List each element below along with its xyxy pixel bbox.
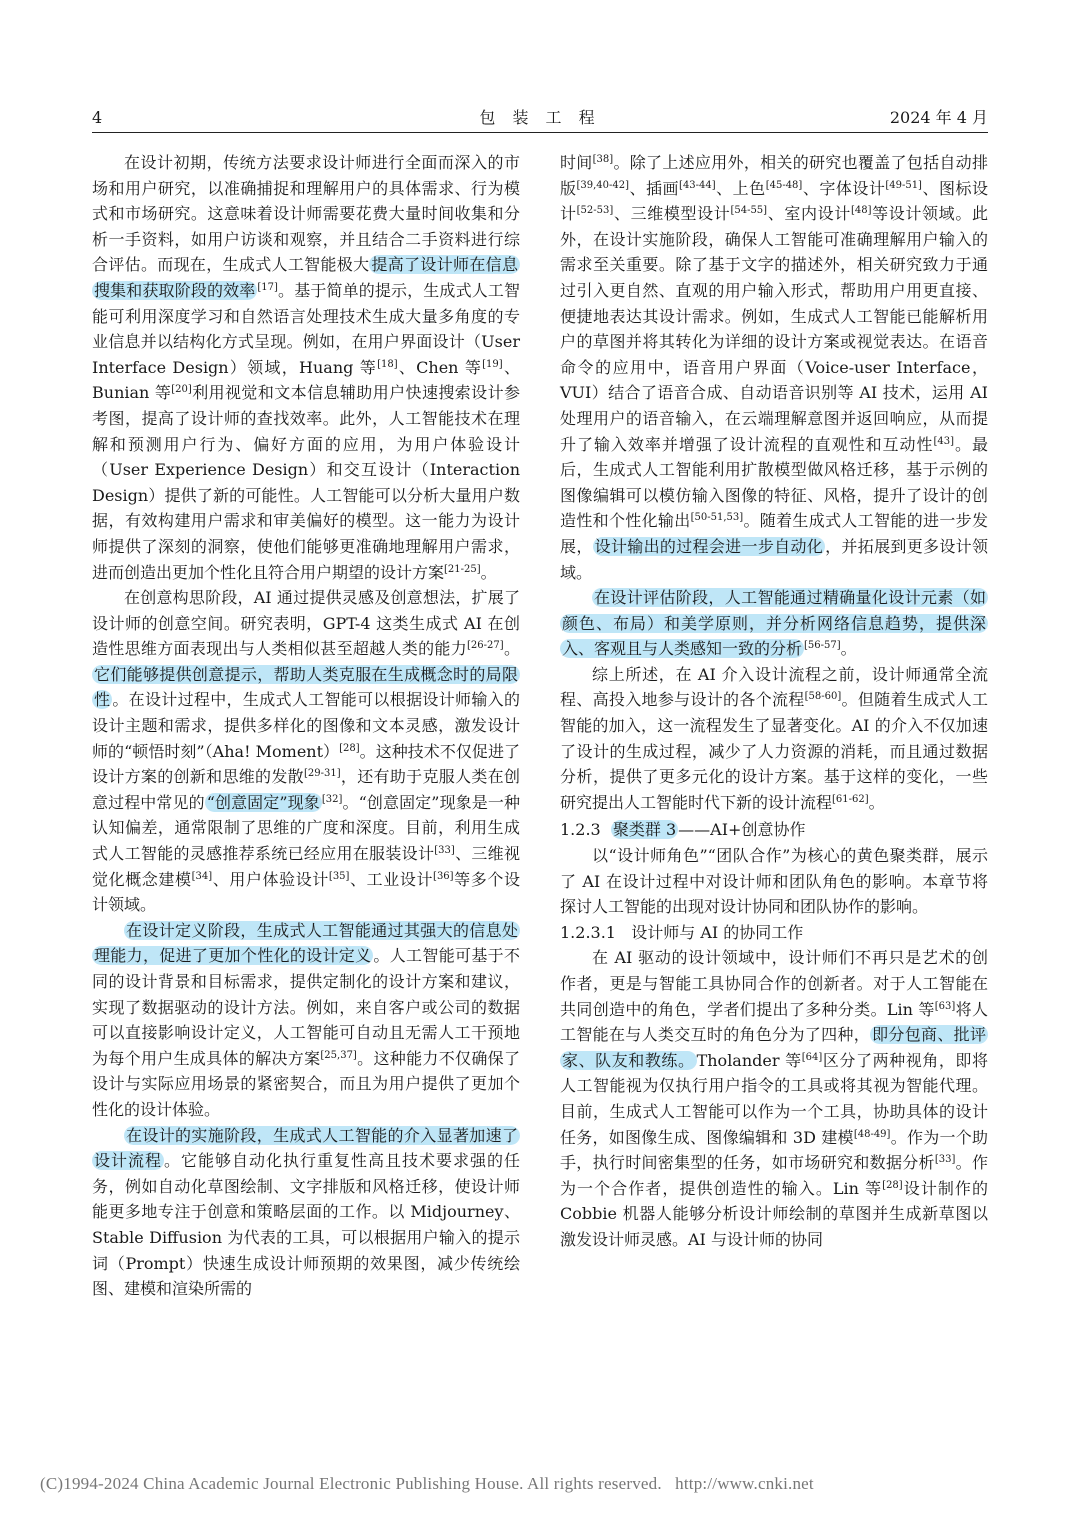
citation: [19] bbox=[482, 358, 503, 370]
citation: [54-55] bbox=[730, 205, 768, 217]
citation: [25,37] bbox=[320, 1049, 357, 1061]
copyright-footer bbox=[40, 1474, 1040, 1494]
citation: [17] bbox=[257, 281, 278, 293]
right-column bbox=[560, 150, 988, 1253]
citation: [45-48] bbox=[765, 179, 803, 191]
issue-date: 2024 年 4 月 bbox=[889, 108, 988, 127]
citation: [43-44] bbox=[679, 179, 716, 191]
highlight: “创意固定”现象 bbox=[206, 792, 320, 812]
citation: [21-25] bbox=[444, 563, 481, 575]
subsection-title: 设计师与 AI 的协同工作 bbox=[631, 922, 804, 942]
citation: [32] bbox=[321, 793, 343, 805]
highlight: 它们能够提供创意提示，帮助人类克服在生成概念时的局限性 bbox=[94, 664, 518, 710]
citation: [52-53] bbox=[576, 205, 614, 217]
left-column bbox=[92, 150, 520, 1302]
highlight: 在设计评估阶段，人工智能通过精确量化设计元素（如颜色、布局）和美学原则，并分析网络信息趋势，提供深入、客观且与人类感知一致的分析 bbox=[562, 588, 986, 659]
citation: [49-51] bbox=[885, 179, 922, 191]
citation: [50-51,53] bbox=[690, 512, 744, 524]
citation: [34] bbox=[191, 870, 213, 882]
highlight: 即分包商、批评家、队友和教练。 bbox=[562, 1025, 986, 1070]
paragraph: 综上所述，在 AI 介入设计流程之前，设计师通常全流程、高投入地参与设计的各个流程[58-60]。但随着生成式人工智能的加入，这一流程发生了显著变化。AI 的介入不仅加速了设计的生成过程，减少了人力资源的消耗，而且通过数据分析，提供了更多元化的设计方案。基于这样的变化，一些研究提出人工智能时代下新的设计流程[61-62]。 bbox=[560, 664, 988, 812]
highlight: 在设计的实施阶段，生成式人工智能的介入显著加速了设计流程 bbox=[94, 1125, 518, 1171]
journal-title: 包 装 工 程 bbox=[479, 108, 601, 127]
citation: [20] bbox=[171, 384, 192, 396]
citation: [18] bbox=[377, 358, 398, 370]
citation: [43] bbox=[933, 435, 955, 447]
citation: [33] bbox=[934, 1154, 956, 1166]
highlight: 设计输出的过程会进一步自动化 bbox=[594, 536, 824, 556]
paragraph: 在设计的实施阶段，生成式人工智能的介入显著加速了设计流程 。它能够自动化执行重复性高且技术要求强的任务，例如自动化草图绘制、文字排版和风格迁移，使设计师能更多地专注于创意和策略层面的工作。以 Midjourney、Stable Diffusion 为代表的工具，可以根据用户输入的提示词（Prompt）快速生成设计师预期的效果图，减少传统绘图、建模和渲染所需的 bbox=[92, 1125, 520, 1299]
citation: [28] bbox=[339, 742, 360, 754]
paragraph: 在设计评估阶段，人工智能通过精确量化设计元素（如颜色、布局）和美学原则，并分析网络信息趋势，提供深入、客观且与人类感知一致的分析 [56-57]。 bbox=[562, 588, 986, 659]
citation: [48] bbox=[850, 205, 872, 217]
citation: [63] bbox=[934, 1000, 956, 1012]
section-heading: 1.2.3 聚类群 3 ——AI+创意协作 bbox=[560, 820, 806, 840]
citation: [29-31] bbox=[303, 768, 341, 780]
page-header bbox=[92, 104, 988, 133]
subsection-heading bbox=[560, 920, 988, 946]
citation: [56-57] bbox=[804, 640, 841, 652]
citation: [48-49] bbox=[853, 1128, 891, 1140]
citation: [64] bbox=[801, 1051, 823, 1063]
paragraph: 在创意构思阶段，AI 通过提供灵感及创意想法，扩展了设计师的创意空间。研究表明，GPT-4 这类生成式 AI 在创造性思维方面表现出与人类相似甚至超越人类的能力[26-27]。它们能够提供创意提示，帮助人类克服在生成概念时的局限性 。在设计过程中，生成式人工智能可以根据设计师输入的设计主题和需求，提供多样化的图像和文本灵感，激发设计师的“顿悟时刻”（Aha! Moment）[28]。这种技术不仅促进了设计方案的创新和思维的发散[29-31]，还有助于克服人类在创意过程中常见的 “创意固定”现象 [32]。“创意固定”现象是一种认知偏差，通常限制了思维的广度和深度。目前，利用生成式人工智能的灵感推荐系统已经应用在服装设计[33]、三维视觉化概念建模[34]、用户体验设计[35]、工业设计[36]等多个设计领域。 bbox=[92, 588, 520, 915]
subsection-number: 1.2.3.1 bbox=[560, 922, 616, 942]
paragraph: 时间[38]。除了上述应用外，相关的研究也覆盖了包括自动排版[39,40-42]、插画[43-44]、上色[45-48]、字体设计[49-51]、图标设计[52-53]、三维模型设计[54-55]、室内设计[48]等设计领域。此外，在设计实施阶段，确保人工智能可准确理解用户输入的需求至关重要。除了基于文字的描述外，相关研究致力于通过引入更自然、直观的用户输入形式，帮助用户用更直接、便捷地表达其设计需求。例如，生成式人工智能已能解析用户的草图并将其转化为详细的设计方案或视觉表达。在语音命令的应用中，语音用户界面（Voice-user Interface，VUI）结合了语音合成、自动语音识别等 AI 技术，运用 AI 处理用户的语音输入，在云端理解意图并返回响应，从而提升了输入效率并增强了设计流程的直观性和互动性[43]。最后，生成式人工智能利用扩散模型做风格迁移，基于示例的图像编辑可以模仿输入图像的特征、风格，提升了设计的创造性和个性化输出[50-51,53]。随着生成式人工智能的进一步发展， 设计输出的过程会进一步自动化 ，并拓展到更多设计领域。 bbox=[560, 153, 988, 582]
citation: [26-27] bbox=[467, 640, 504, 652]
citation: [38] bbox=[592, 154, 614, 165]
citation: [36] bbox=[433, 870, 454, 882]
copyright-text: (C)1994-2024 China Academic Journal Electronic Publishing House. All rights reserved. bbox=[40, 1474, 662, 1493]
page-number: 4 bbox=[92, 108, 103, 127]
highlight: 提高了设计师在信息搜集和获取阶段的效率 bbox=[94, 255, 518, 300]
paragraph: 在 AI 驱动的设计领域中，设计师们不再只是艺术的创作者，更是与智能工具协同合作的创新者。对于人工智能在共同创造中的角色，学者们提出了多种分类。Lin 等[63]将人工智能在与人类交互时的角色分为了四种， 即分包商、批评家、队友和教练。 Tholander 等[64]区分了两种视角，即将人工智能视为仅执行用户指令的工具或将其视为智能代理。目前，生成式人工智能可以作为一个工具，协助具体的设计任务，如图像生成、图像编辑和 3D 建模[48-49]。作为一个助手，执行时间密集型的任务，如市场研究和数据分析[33]。作为一个合作者，提供创造性的输入。Lin 等[28]设计制作的 Cobbie 机器人能够分析设计师绘制的草图并生成新草图以激发设计师灵感。AI 与设计师的协同 bbox=[560, 948, 988, 1249]
citation: [58-60] bbox=[804, 691, 842, 703]
citation: [39,40-42] bbox=[576, 179, 630, 191]
section-number: 1.2.3 bbox=[560, 820, 601, 840]
footer-url: http://www.cnki.net bbox=[675, 1474, 814, 1493]
paragraph: 在设计定义阶段，生成式人工智能通过其强大的信息处理能力，促进了更加个性化的设计定义 。人工智能可基于不同的设计背景和目标需求，提供定制化的设计方案和建议，实现了数据驱动的设计方法。例如，来自客户或公司的数据可以直接影响设计定义，人工智能可自动且无需人工干预地为每个用户生成具体的解决方案[25,37]。这种能力不仅确保了设计与实际应用场景的紧密契合，而且为用户提供了更加个性化的设计体验。 bbox=[92, 920, 520, 1119]
paragraph: 以“设计师角色”“团队合作”为核心的黄色聚类群，展示了 AI 在设计过程中对设计师和团队角色的影响。本章节将探讨人工智能的出现对设计协同和团队协作的影响。 bbox=[560, 846, 988, 917]
citation: [33] bbox=[434, 845, 455, 857]
citation: [35] bbox=[328, 870, 350, 882]
paragraph: 在设计初期，传统方法要求设计师进行全面而深入的市场和用户研究，以准确捕捉和理解用户的具体需求、行为模式和市场研究。这意味着设计师需要花费大量时间收集和分析一手资料，如用户访谈和观察，并且结合二手资料进行综合评估。而现在，生成式人工智能极大 提高了设计师在信息搜集和获取阶段的效率 [17]。基于简单的提示，生成式人工智能可利用深度学习和自然语言处理技术生成大量多角度的专业信息并以结构化方式呈现。例如，在用户界面设计（User Interface Design）领域，Huang 等[18]、Chen 等[19]、Bunian 等[20]利用视觉和文本信息辅助用户快速搜索设计参考图，提高了设计师的查找效率。此外，人工智能技术在理解和预测用户行为、偏好方面的应用，为用户体验设计（User Experience Design）和交互设计（Interaction Design）提供了新的可能性。人工智能可以分析大量用户数据，有效构建用户需求和审美偏好的模型。这一能力为设计师提供了深刻的洞察，使他们能够更准确地理解用户需求，进而创造出更加个性化且符合用户期望的设计方案[21-25]。 bbox=[92, 153, 520, 582]
highlight: 在设计定义阶段，生成式人工智能通过其强大的信息处理能力，促进了更加个性化的设计定义 bbox=[94, 920, 518, 966]
citation: [61-62] bbox=[832, 793, 869, 805]
highlight: 聚类群 3 bbox=[612, 820, 677, 840]
citation: [28] bbox=[882, 1179, 903, 1191]
